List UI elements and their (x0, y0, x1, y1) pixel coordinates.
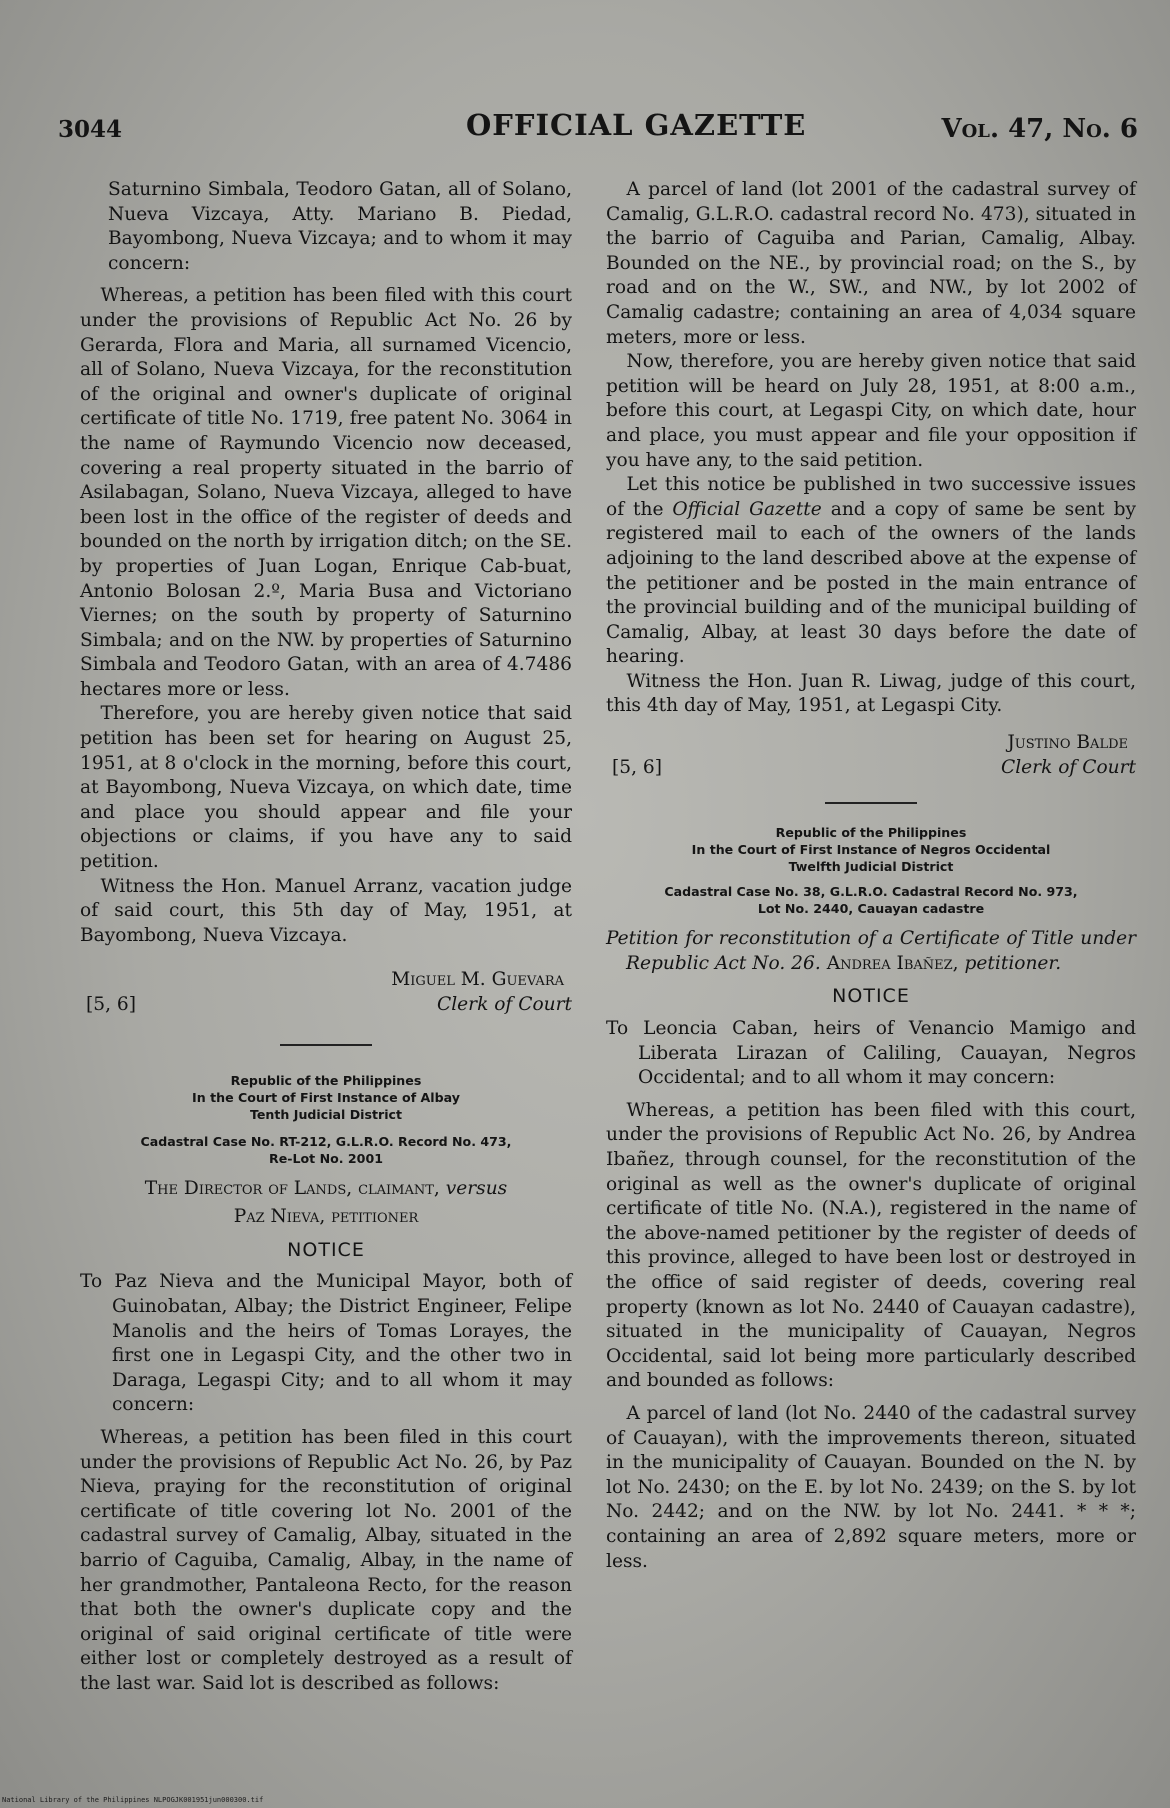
case-heading (80, 1133, 572, 1167)
court-line: Republic of the Philippines (775, 825, 967, 841)
issue-numbers: [5, 6] (86, 994, 136, 1015)
clerk-title: Clerk of Court (1001, 756, 1136, 778)
issue-numbers: [5, 6] (612, 756, 662, 778)
hearing-paragraph: Now, therefore, you are hereby given notice that said petition will be heard on July 28, 1951, at 8:00 a.m., before this court, at Legaspi City, on which date, hour and place, you must appear and file your opposition if you have any, to the said petition. (606, 351, 1136, 471)
section-divider (825, 802, 917, 804)
page-header (58, 108, 1138, 150)
notice-heading: NOTICE (287, 1238, 365, 1261)
section-divider (280, 1044, 372, 1046)
court-line: In the Court of First Instance of Negros Occidental (691, 842, 1051, 858)
case-line: Lot No. 2440, Cauayan cadastre (757, 901, 985, 917)
publication-title: OFFICIAL GAZETTE (466, 108, 807, 142)
land-description: A parcel of land (lot 2001 of the cadastral survey of Camalig, G.L.R.O. cadastral record No. 473), situated in the barrio of Caguiba and Parian, Camalig, Albay. Bounded on the NE., by provincial road; on the S., by road and on the W., SW., and NW., by lot 2002 of Camalig cadastre; containing an area of 4,034 square meters, more or less. (606, 179, 1136, 348)
petition-text: Petition for reconstitution of a Certificate of Title under Republic Act No. 26. (606, 928, 1136, 974)
clerk-name: Miguel M. Guevara (391, 969, 564, 991)
notice-addressees: Saturnino Simbala, Teodoro Gatan, all of Solano, Nueva Vizcaya, Atty. Mariano B. Piedad, Bayombong, Nueva Vizcaya; and to whom it may concern: (108, 179, 572, 274)
witness-paragraph: Witness the Hon. Juan R. Liwag, judge of this court, this 4th day of May, 1951, at Legaspi City. (606, 670, 1136, 717)
court-heading (606, 824, 1136, 875)
volume-number: Vol. 47, No. 6 (941, 114, 1138, 144)
court-line: Tenth Judicial District (249, 1106, 403, 1122)
notice-addressees: To Leoncia Caban, heirs of Venancio Mamigo and Liberata Lirazan of Caliling, Cauayan, Negros Occidental; and to all whom it may concern: (606, 1018, 1136, 1089)
clerk-name: Justino Balde (1007, 732, 1128, 754)
case-heading (606, 883, 1136, 917)
case-line: Cadastral Case No. 38, G.L.R.O. Cadastral Record No. 973, (664, 884, 1078, 900)
petitioner-name: Paz Nieva, petitioner (233, 1206, 419, 1228)
notice-heading: NOTICE (832, 985, 910, 1008)
page-number: 3044 (58, 116, 123, 143)
court-line: In the Court of First Instance of Albay (192, 1089, 460, 1105)
petition-role: petitioner. (964, 952, 1062, 974)
court-heading (80, 1072, 572, 1123)
whereas-paragraph: Whereas, a petition has been filed with this court, under the provisions of Republic Act No. 26, by Andrea Ibañez, through counsel, for the reconstitution of the original as well as the owner's duplicate of original certificate of title No. (N.A.), registered in the name of the above-named petitioner by the register of deeds of this province, alleged to have been lost or destroyed in the office of said register of deeds, covering real property (known as lot No. 2440 of Cauayan cadastre), situated in the municipality of Cauayan, Negros Occidental, said lot being more particularly described and bounded as follows: (606, 1099, 1136, 1392)
petitioner-name: Andrea Ibañez, (826, 952, 959, 974)
claimant: The Director of Lands, claimant, (144, 1177, 440, 1199)
whereas-paragraph: Whereas, a petition has been filed with this court under the provisions of Republic Act No. 26 by Gerarda, Flora and Maria, all surnamed Vicencio, all of Solano, Nueva Vizcaya, for the reconstitution of the original and owner's duplicate of original certificate of title No. 1719, free patent No. 3064 in the name of Raymundo Vicencio now deceased, covering a real property situated in the barrio of Asilabagan, Solano, Nueva Vizcaya, alleged to have been lost in the office of the register of deeds and bounded on the north by irrigation ditch; on the SE. by properties of Juan Logan, Enrique Cab-buat, Antonio Bolosan 2.º, Maria Busa and Victoriano Viernes; on the south by property of Saturnino Simbala; and on the NW. by properties of Saturnino Simbala and Teodoro Gatan, with an area of 4.7486 hectares more or less. (80, 285, 572, 700)
notice-addressees: To Paz Nieva and the Municipal Mayor, both of Guinobatan, Albay; the District Engineer, Felipe Manolis and the heirs of Tomas Lorayes, the first one in Legaspi City, and the other two in Daraga, Legaspi City; and to all whom it may concern: (80, 1271, 572, 1416)
witness-paragraph: Witness the Hon. Manuel Arranz, vacation judge of said court, this 5th day of May, 1951, at Bayombong, Nueva Vizcaya. (80, 875, 572, 946)
signature-block (80, 968, 572, 1017)
left-column (80, 178, 572, 1696)
publication-paragraph (606, 473, 1136, 670)
gazette-name: Official Gazette (672, 498, 822, 520)
land-description: A parcel of land (lot No. 2440 of the cadastral survey of Cauayan), with the improvements thereon, situated in the municipality of Cauayan. Bounded on the N. by lot No. 2430; on the E. by lot No. 2439; on the S. by lot No. 2442; and on the NW. by lot No. 2441. * * *; containing an area of 2,892 square meters, more or less. (606, 1402, 1136, 1572)
petition-title (606, 927, 1136, 976)
clerk-title: Clerk of Court (437, 994, 572, 1015)
scan-footer: National Library of the Philippines NLPOGJK001951jun000300.tif (2, 1796, 264, 1804)
publication-text: and a copy of same be sent by registered mail to each of the owners of the lands adjoining to the land described above at the expense of the petitioner and be posted in the main entrance of the provincial building and of the municipal building of Camalig, Albay, at least 30 days before the date of hearing. (606, 498, 1136, 668)
right-column (606, 178, 1136, 1574)
versus-label: versus (445, 1177, 508, 1199)
case-line: Cadastral Case No. RT-212, G.L.R.O. Record No. 473, (140, 1133, 512, 1149)
signature-block (606, 731, 1136, 780)
case-line: Re-Lot No. 2001 (269, 1150, 383, 1166)
court-line: Republic of the Philippines (230, 1072, 422, 1088)
case-caption (80, 1177, 572, 1202)
court-line: Twelfth Judicial District (788, 859, 954, 875)
whereas-paragraph: Whereas, a petition has been filed in this court under the provisions of Republic Act No. 26, by Paz Nieva, praying for the reconstitution of original certificate of title covering lot No. 2001 of the cadastral survey of Camalig, Albay, situated in the barrio of Caguiba, Camalig, Albay, in the name of her grandmother, Pantaleona Recto, for the reason that both the owner's duplicate copy and the original of said original certificate of title were either lost or completely destroyed as a result of the last war. Said lot is described as follows: (80, 1426, 572, 1694)
publication-text: Let this notice be published in two successive issues of the (606, 474, 1136, 520)
therefore-paragraph: Therefore, you are hereby given notice that said petition has been set for hearing on August 25, 1951, at 8 o'clock in the morning, before this court, at Bayombong, Nueva Vizcaya, on which date, time and place you should appear and file your objections or claims, if you have any to said petition. (80, 703, 572, 873)
